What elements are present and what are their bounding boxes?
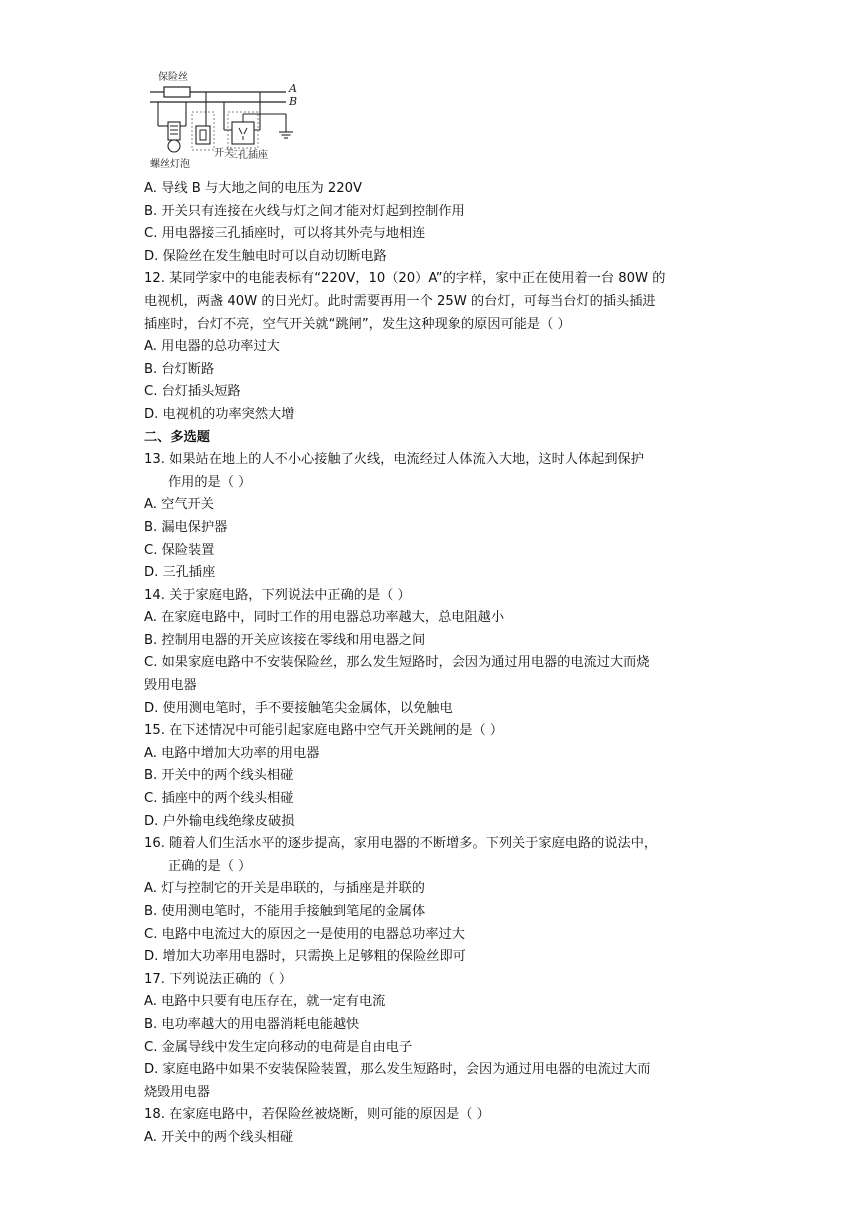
option-line: C. 台灯插头短路 xyxy=(144,384,241,400)
switch-label: 开关 xyxy=(214,148,234,159)
socket-label: 三孔插座 xyxy=(228,150,268,161)
option-line: C. 插座中的两个线头相碰 xyxy=(144,791,294,807)
option-line: A. 导线 B 与大地之间的电压为 220V xyxy=(144,181,363,196)
option-line: A. 开关中的两个线头相碰 xyxy=(144,1129,294,1145)
fuse-symbol xyxy=(164,87,190,97)
section-heading: 二、多选题 xyxy=(144,429,210,445)
option-line: C. 保险装置 xyxy=(144,542,215,558)
question-line: 17. 下列说法正确的（ ） xyxy=(144,971,293,987)
fuse-label: 保险丝 xyxy=(158,72,188,83)
option-line: D. 电视机的功率突然大增 xyxy=(144,406,295,422)
option-line: B. 开关中的两个线头相碰 xyxy=(144,768,294,784)
bulb-socket-symbol xyxy=(168,122,180,140)
question-line: 插座时，台灯不亮，空气开关就“跳闸”，发生这种现象的原因可能是（ ） xyxy=(144,316,571,332)
option-line: D. 家庭电路中如果不安装保险装置，那么发生短路时，会因为通过用电器的电流过大而 xyxy=(144,1062,651,1078)
option-line: B. 控制用电器的开关应该接在零线和用电器之间 xyxy=(144,632,426,648)
option-line: C. 金属导线中发生定向移动的电荷是自由电子 xyxy=(144,1039,413,1055)
circuit-diagram-svg xyxy=(140,66,310,170)
option-line: A. 灯与控制它的开关是串联的，与插座是并联的 xyxy=(144,881,425,897)
option-line: B. 漏电保护器 xyxy=(144,519,228,535)
option-line: D. 三孔插座 xyxy=(144,565,216,581)
circuit-diagram xyxy=(140,66,310,170)
option-line: A. 在家庭电路中，同时工作的用电器总功率越大，总电阻越小 xyxy=(144,610,505,626)
option-line: 毁用电器 xyxy=(144,678,197,694)
option-line: D. 使用测电笔时，手不要接触笔尖金属体，以免触电 xyxy=(144,700,453,716)
question-line: 电视机，两盏 40W 的日光灯。此时需要再用一个 25W 的台灯，可每当台灯的插头插进 xyxy=(144,293,656,309)
question-line: 16. 随着人们生活水平的逐步提高，家用电器的不断增多。下列关于家庭电路的说法中， xyxy=(144,836,658,852)
question-line: 15. 在下述情况中可能引起家庭电路中空气开关跳闸的是（ ） xyxy=(144,723,504,739)
question-line: 12. 某同学家中的电能表标有“220V，10（20）A”的字样，家中正在使用着一台 80W 的 xyxy=(144,271,666,287)
option-line: D. 户外输电线绝缘皮破损 xyxy=(144,813,295,829)
option-line: C. 如果家庭电路中不安装保险丝，那么发生短路时，会因为通过用电器的电流过大而烧 xyxy=(144,655,650,671)
question-line: 18. 在家庭电路中，若保险丝被烧断，则可能的原因是（ ） xyxy=(144,1107,490,1123)
line-a-label: A xyxy=(289,82,297,95)
bulb-icon xyxy=(168,140,180,152)
three-pin-socket-icon xyxy=(232,122,254,144)
option-line: D. 增加大功率用电器时，只需换上足够粗的保险丝即可 xyxy=(144,949,466,965)
option-line: B. 使用测电笔时，不能用手接触到笔尾的金属体 xyxy=(144,904,426,919)
option-line: A. 电路中只要有电压存在，就一定有电流 xyxy=(144,994,386,1010)
question-line: 14. 关于家庭电路，下列说法中正确的是（ ） xyxy=(144,587,411,603)
question-line: 13. 如果站在地上的人不小心接触了火线，电流经过人体流入大地，这时人体起到保护 xyxy=(144,452,644,468)
option-line: B. 台灯断路 xyxy=(144,361,215,377)
option-line: C. 电路中电流过大的原因之一是使用的电器总功率过大 xyxy=(144,926,465,942)
option-line: A. 电路中增加大功率的用电器 xyxy=(144,745,320,761)
option-line: 烧毁用电器 xyxy=(144,1084,210,1100)
option-line: C. 用电器接三孔插座时，可以将其外壳与地相连 xyxy=(144,226,426,242)
option-line: A. 空气开关 xyxy=(144,497,214,513)
question-text xyxy=(144,178,724,1150)
option-line: B. 电功率越大的用电器消耗电能越快 xyxy=(144,1016,360,1032)
option-line: D. 保险丝在发生触电时可以自动切断电路 xyxy=(144,248,387,264)
option-line: B. 开关只有连接在火线与灯之间才能对灯起到控制作用 xyxy=(144,203,465,219)
option-line: A. 用电器的总功率过大 xyxy=(144,339,280,355)
question-line: 作用的是（ ） xyxy=(168,474,252,490)
bulb-label: 螺丝灯泡 xyxy=(150,159,190,170)
line-b-label: B xyxy=(289,95,298,108)
question-line: 正确的是（ ） xyxy=(168,858,252,874)
